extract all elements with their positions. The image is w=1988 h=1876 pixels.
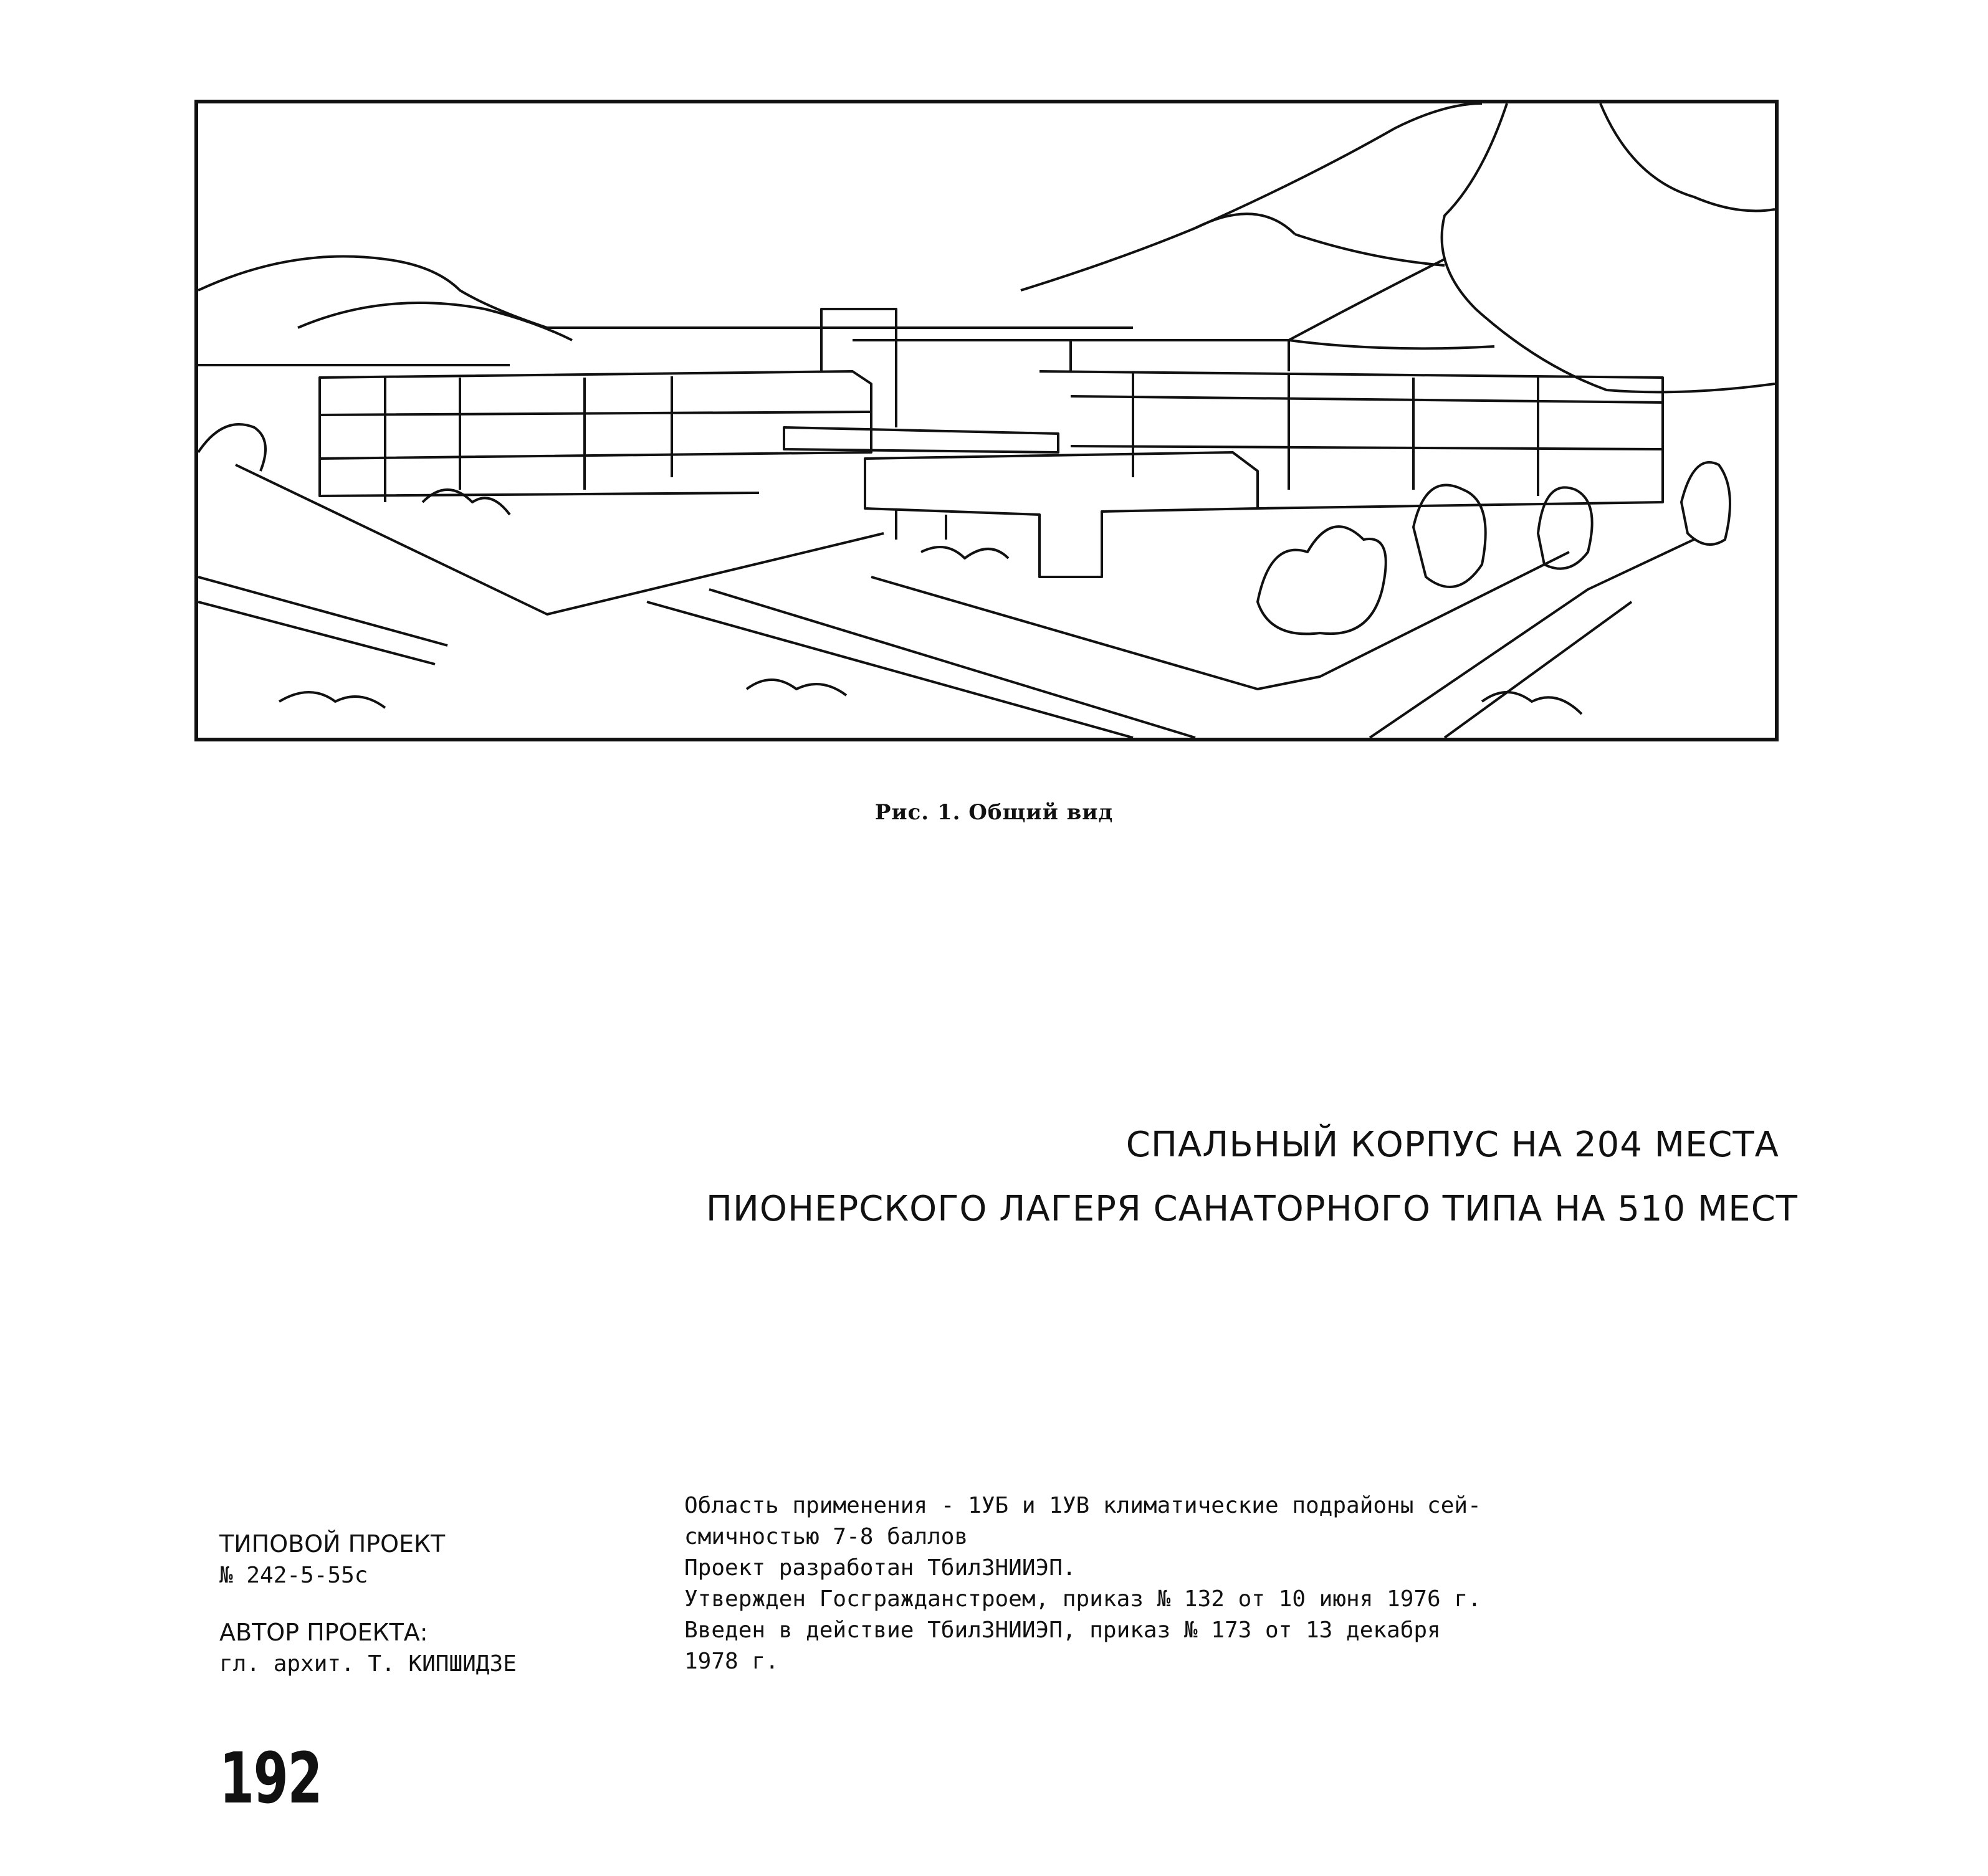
details-line: 1978 г.	[684, 1649, 779, 1674]
project-info	[219, 1528, 618, 1680]
author-name: гл. архит. Т. КИПШИДЗЕ	[219, 1651, 517, 1677]
project-details	[684, 1490, 1582, 1677]
page-number: 192	[219, 1738, 322, 1819]
project-label: ТИПОВОЙ ПРОЕКТ	[219, 1530, 446, 1558]
perspective-illustration	[198, 103, 1775, 738]
general-view-drawing	[194, 100, 1779, 741]
author-label: АВТОР ПРОЕКТА:	[219, 1619, 428, 1646]
document-title-line-2: ПИОНЕРСКОГО ЛАГЕРЯ САНАТОРНОГО ТИПА НА 510 МЕСТ	[705, 1189, 1798, 1229]
details-line: смичностью 7-8 баллов	[684, 1524, 968, 1550]
details-line: Область применения - 1УБ и 1УВ климатические подрайоны сей-	[684, 1493, 1481, 1518]
project-number: № 242-5-55с	[219, 1563, 368, 1588]
document-title-line-1: СПАЛЬНЫЙ КОРПУС НА 204 МЕСТА	[1125, 1125, 1779, 1165]
details-line: Введен в действие ТбилЗНИИЭП, приказ № 173 от 13 декабря	[684, 1617, 1441, 1643]
figure-caption: Рис. 1. Общий вид	[874, 800, 1114, 825]
details-line: Утвержден Госгражданстроем, приказ № 132 от 10 июня 1976 г.	[684, 1586, 1481, 1612]
details-line: Проект разработан ТбилЗНИИЭП.	[684, 1555, 1076, 1581]
